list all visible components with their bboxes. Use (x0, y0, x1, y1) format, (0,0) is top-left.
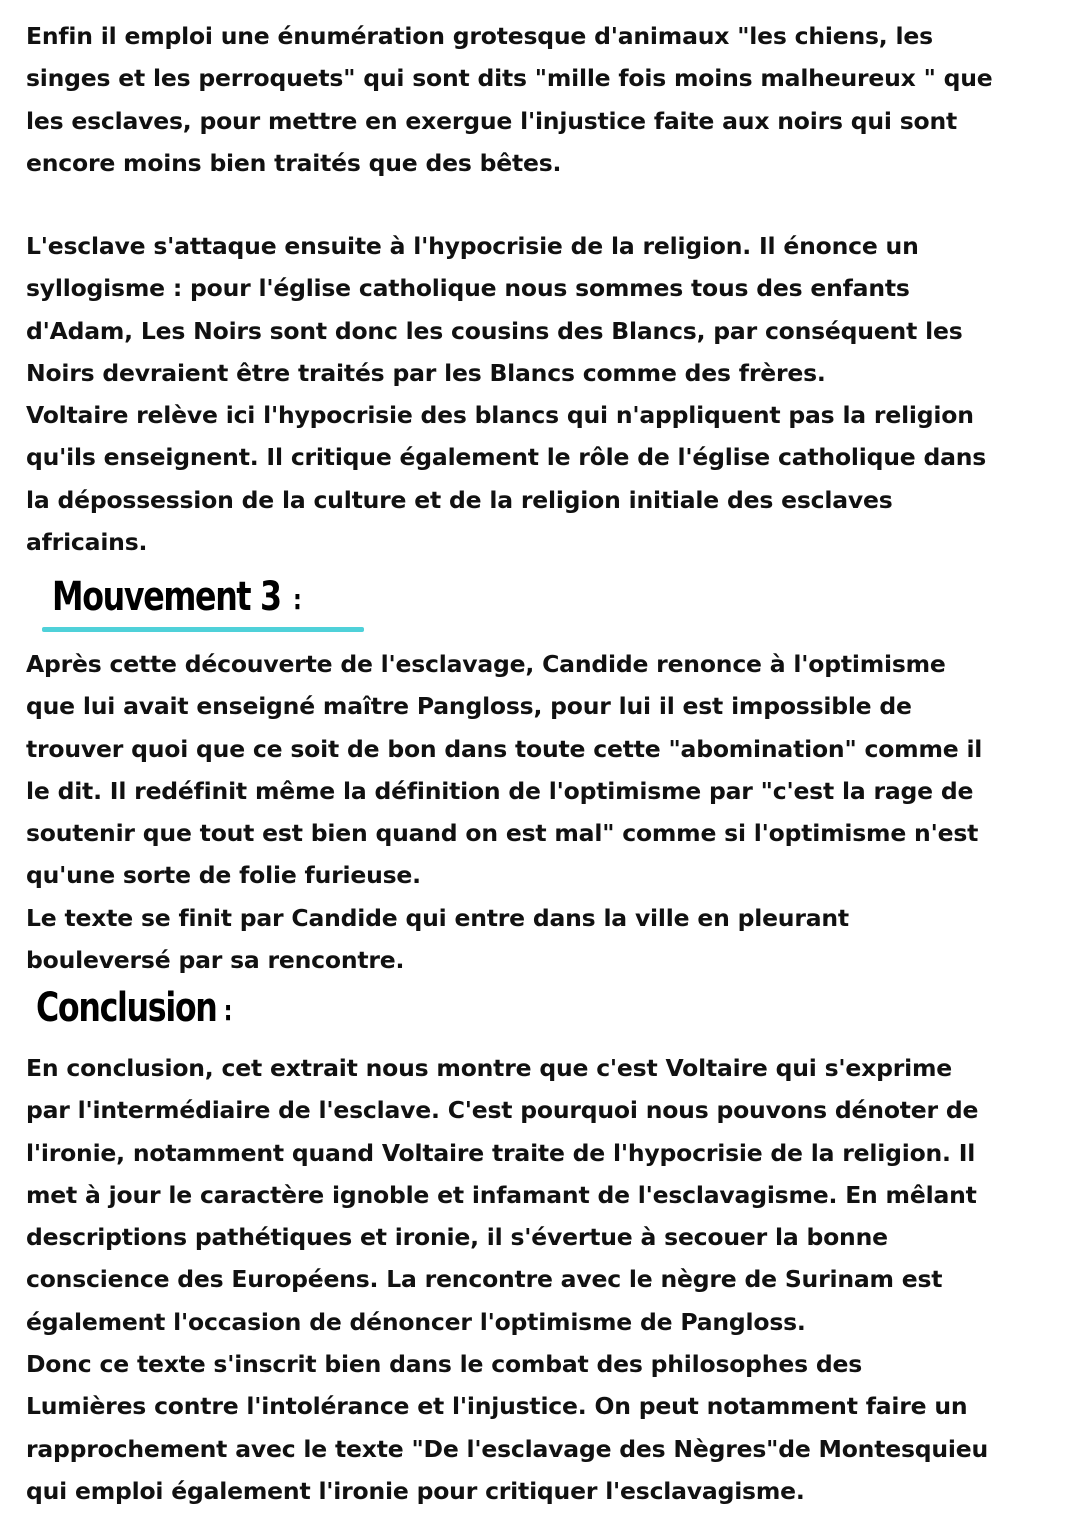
paragraph-religion: L'esclave s'attaque ensuite à l'hypocrisie de la religion. Il énonce un syllogisme : pour l'église catholique nous sommes tous des enfants d'Adam, Les Noirs sont donc les cousins des Blancs, par conséquent les Noirs devraient être traités par les Blancs comme des frères. Voltaire relève ici l'hypocrisie des blancs qui n'appliquent pas la religion qu'ils enseignent. Il critique également le rôle de l'église catholique dans la dépossession de la culture et de la religion initiale des esclaves africains. (26, 232, 987, 557)
heading-conclusion (36, 985, 231, 1031)
heading-conclusion-text: Conclusion (36, 985, 217, 1031)
paragraph-enumeration: Enfin il emploi une énumération grotesque d'animaux "les chiens, les singes et les perroquets" qui sont dits "mille fois moins malheureux " que les esclaves, pour mettre en exergue l'injustice faite aux noirs qui sont encore moins bien traités que des bêtes. (26, 22, 993, 177)
heading-mouvement-3 (52, 574, 301, 620)
paragraph-conclusion: En conclusion, cet extrait nous montre que c'est Voltaire qui s'exprime par l'intermédiaire de l'esclave. C'est pourquoi nous pouvons dénoter de l'ironie, notamment quand Voltaire traite de l'hypocrisie de la religion. Il met à jour le caractère ignoble et infamant de l'esclavagisme. En mêlant descriptions pathétiques et ironie, il s'évertue à secouer la bonne conscience des Européens. La rencontre avec le nègre de Surinam est également l'occasion de dénoncer l'optimisme de Pangloss. Donc ce texte s'inscrit bien dans le combat des philosophes des Lumières contre l'intolérance et l'injustice. On peut notamment faire un rapprochement avec le texte "De l'esclavage des Nègres"de Montesquieu qui emploi également l'ironie pour critiquer l'esclavagisme. (26, 1054, 989, 1505)
heading-mouvement-text: Mouvement 3 (52, 574, 281, 620)
paragraph-optimisme: Après cette découverte de l'esclavage, Candide renonce à l'optimisme que lui avait enseigné maître Pangloss, pour lui il est impossible de trouver quoi que ce soit de bon dans toute cette "abomination" comme il le dit. Il redéfinit même la définition de l'optimisme par "c'est la rage de soutenir que tout est bien quand on est mal" comme si l'optimisme n'est qu'une sorte de folie furieuse. Le texte se finit par Candide qui entre dans la ville en pleurant bouleversé par sa rencontre. (26, 650, 983, 975)
heading-conclusion-colon: : (223, 993, 232, 1027)
heading-mouvement-colon: : (292, 582, 301, 616)
heading-underline (42, 627, 364, 632)
